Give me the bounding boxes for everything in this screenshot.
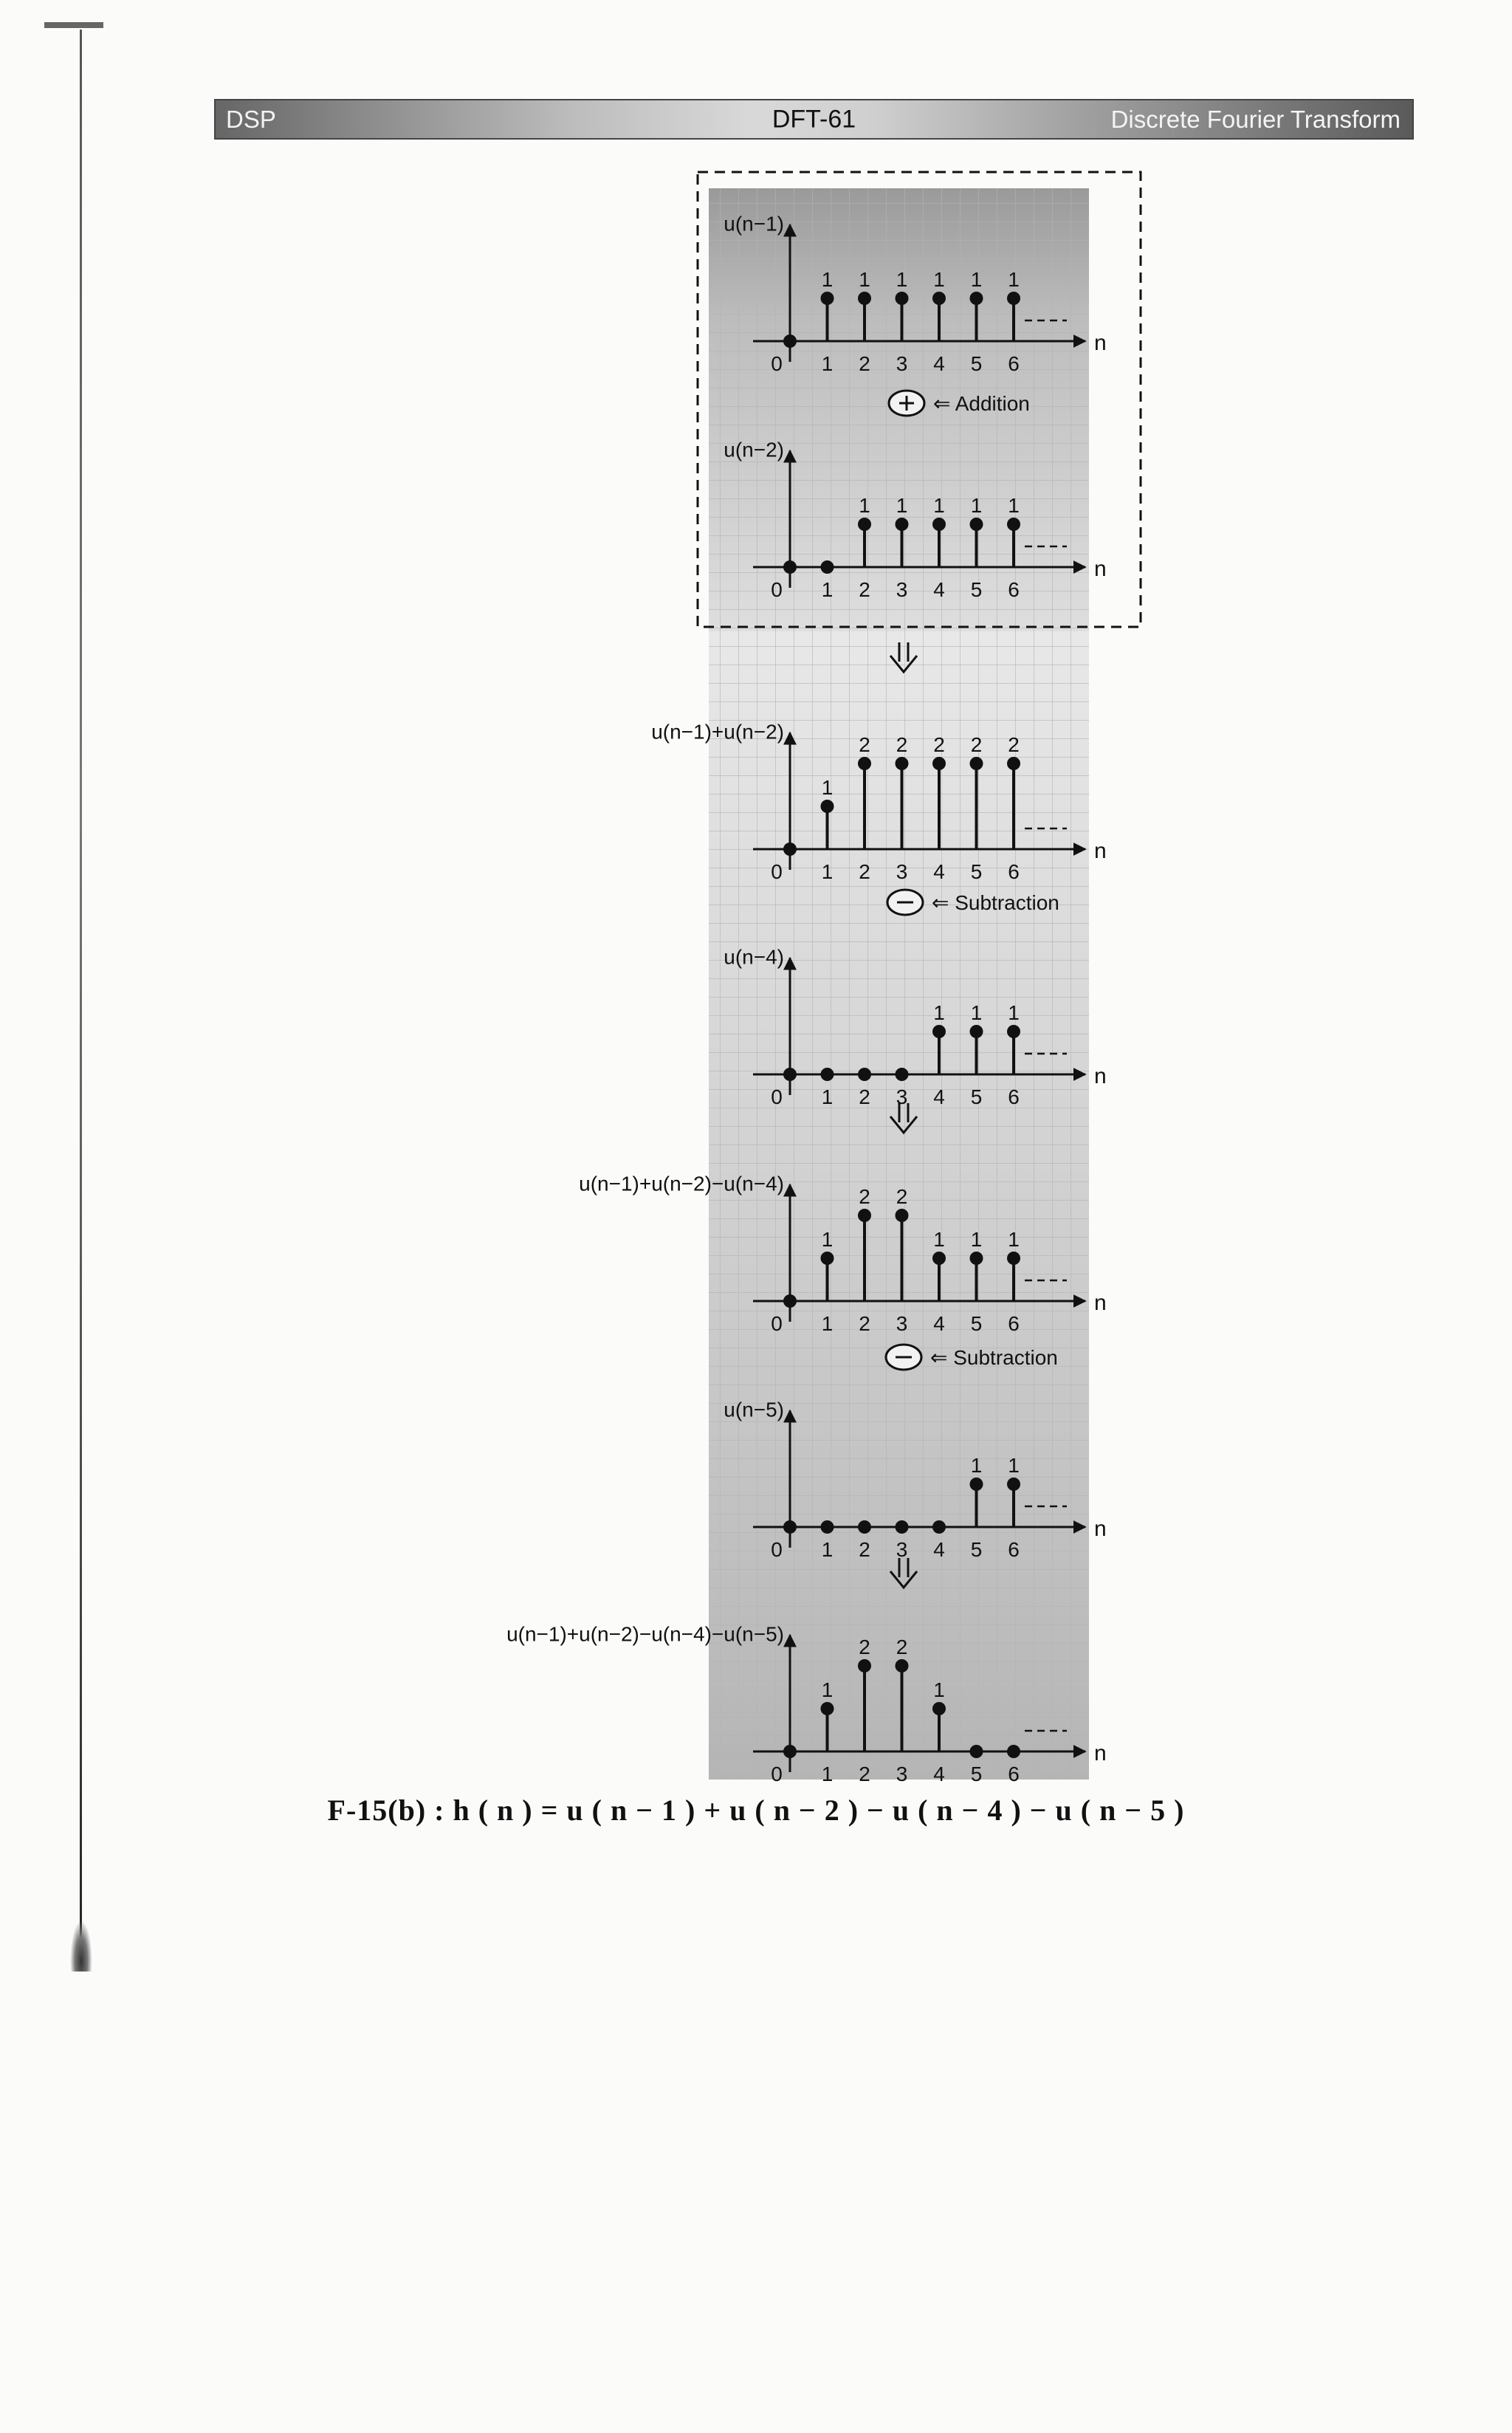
tick-label: 4: [933, 1312, 945, 1335]
value-label: 1: [1008, 268, 1020, 291]
value-label: 1: [821, 776, 834, 799]
stem-point: [858, 757, 871, 770]
value-label: 1: [1008, 1228, 1020, 1251]
stem-point: [896, 1068, 909, 1081]
value-label: 1: [970, 1001, 983, 1024]
binding-foot: [70, 1920, 92, 1972]
value-label: 2: [859, 1636, 870, 1658]
value-label: 2: [859, 733, 870, 756]
stem-point: [783, 334, 797, 348]
stem-point: [858, 1659, 871, 1672]
stem-point: [821, 560, 834, 574]
stem-point: [970, 1025, 983, 1038]
tick-label: 6: [1008, 1085, 1020, 1108]
y-axis-label: u(n−1): [724, 212, 784, 236]
value-label: 2: [896, 1636, 908, 1658]
stem-point: [1007, 1252, 1020, 1265]
stem-point: [1007, 1745, 1020, 1758]
stem-point: [1007, 1478, 1020, 1491]
tick-label: 2: [859, 1538, 870, 1561]
y-axis-label: u(n−2): [724, 438, 784, 461]
header-chapter: Discrete Fourier Transform: [1110, 105, 1401, 133]
value-label: 1: [1008, 1001, 1020, 1024]
value-label: 2: [859, 1185, 870, 1208]
x-axis-label: n: [1094, 1741, 1107, 1765]
x-axis-label: n: [1094, 839, 1107, 863]
stem-point: [858, 1068, 871, 1081]
stem-point: [932, 757, 946, 770]
y-axis-label: u(n−5): [724, 1398, 784, 1421]
stem-point: [970, 757, 983, 770]
stem-point: [896, 1659, 909, 1672]
value-label: 2: [970, 733, 983, 756]
stem-point: [970, 292, 983, 305]
stem-point: [932, 1252, 946, 1265]
stem-point: [896, 1209, 909, 1222]
tick-label: 3: [896, 352, 908, 375]
tick-label: 3: [896, 1763, 908, 1785]
header-subject: DSP: [226, 105, 276, 133]
tick-label: 3: [896, 860, 908, 883]
x-axis-label: n: [1094, 1517, 1107, 1541]
stem-point: [932, 292, 946, 305]
figure-caption: F-15(b) : h ( n ) = u ( n − 1 ) + u ( n − 2 ) − u ( n − 4 ) − u ( n − 5 ): [327, 1794, 1185, 1827]
tick-label: 2: [859, 1085, 870, 1108]
stem-point: [970, 1745, 983, 1758]
value-label: 1: [933, 1678, 945, 1701]
tick-label: 6: [1008, 1763, 1020, 1785]
tick-label: 2: [859, 352, 870, 375]
tick-label: 2: [859, 860, 870, 883]
value-label: 1: [821, 268, 834, 291]
tick-label: 5: [970, 578, 983, 601]
addition-operator: [889, 391, 1030, 416]
value-label: 1: [933, 1001, 945, 1024]
stem-point: [783, 1745, 797, 1758]
value-label: 2: [1008, 733, 1020, 756]
stem-point: [783, 1068, 797, 1081]
value-label: 1: [1008, 494, 1020, 517]
stem-point: [821, 292, 834, 305]
y-axis-label: u(n−1)+u(n−2)−u(n−4)−u(n−5): [506, 1622, 784, 1646]
stem-point: [1007, 1025, 1020, 1038]
tick-label: 6: [1008, 860, 1020, 883]
tick-label: 0: [771, 352, 783, 375]
operation-label: ⇐ Addition: [933, 392, 1030, 415]
value-label: 1: [1008, 1454, 1020, 1477]
stem-point: [896, 1520, 909, 1534]
x-axis-label: n: [1094, 1064, 1107, 1088]
stem-point: [821, 1068, 834, 1081]
tick-label: 5: [970, 1312, 983, 1335]
stem-point: [821, 1252, 834, 1265]
stem-point: [932, 1520, 946, 1534]
tick-label: 3: [896, 1538, 908, 1561]
y-axis-label: u(n−4): [724, 945, 784, 969]
stem-point: [858, 1209, 871, 1222]
stem-point: [896, 518, 909, 531]
tick-label: 0: [771, 1312, 783, 1335]
tick-label: 3: [896, 1312, 908, 1335]
value-label: 1: [821, 1678, 834, 1701]
stem-point: [783, 1294, 797, 1308]
stem-point: [783, 843, 797, 856]
tick-label: 0: [771, 578, 783, 601]
stem-point: [783, 560, 797, 574]
value-label: 1: [970, 1454, 983, 1477]
tick-label: 5: [970, 352, 983, 375]
x-axis-label: n: [1094, 331, 1107, 355]
tick-label: 2: [859, 1312, 870, 1335]
value-label: 1: [970, 494, 983, 517]
value-label: 2: [933, 733, 945, 756]
value-label: 2: [896, 1185, 908, 1208]
value-label: 1: [933, 494, 945, 517]
value-label: 1: [859, 494, 870, 517]
stem-point: [821, 800, 834, 813]
stem-point: [858, 518, 871, 531]
tick-label: 0: [771, 1763, 783, 1785]
tick-label: 4: [933, 860, 945, 883]
value-label: 1: [896, 268, 908, 291]
y-axis-label: u(n−1)+u(n−2)−u(n−4): [579, 1172, 784, 1195]
tick-label: 5: [970, 1085, 983, 1108]
tick-label: 0: [771, 860, 783, 883]
tick-label: 6: [1008, 1538, 1020, 1561]
value-label: 1: [933, 1228, 945, 1251]
tick-label: 1: [821, 1085, 834, 1108]
operation-label: ⇐ Subtraction: [932, 891, 1059, 914]
tick-label: 1: [821, 1312, 834, 1335]
y-axis-label: u(n−1)+u(n−2): [651, 720, 784, 744]
tick-label: 4: [933, 1538, 945, 1561]
stem-point: [970, 518, 983, 531]
tick-label: 4: [933, 1085, 945, 1108]
value-label: 1: [896, 494, 908, 517]
stem-point: [896, 292, 909, 305]
tick-label: 5: [970, 860, 983, 883]
value-label: 1: [933, 268, 945, 291]
stem-point: [932, 518, 946, 531]
tick-label: 2: [859, 1763, 870, 1785]
tick-label: 5: [970, 1538, 983, 1561]
subtraction-operator-1: [887, 890, 1059, 915]
tick-label: 2: [859, 578, 870, 601]
stem-point: [858, 292, 871, 305]
tick-label: 1: [821, 1763, 834, 1785]
stem-point: [1007, 518, 1020, 531]
x-axis-label: n: [1094, 1291, 1107, 1315]
subtraction-operator-2: [886, 1345, 1058, 1370]
stem-point: [1007, 757, 1020, 770]
stem-point: [932, 1702, 946, 1715]
stem-point: [821, 1520, 834, 1534]
tick-label: 3: [896, 578, 908, 601]
value-label: 1: [859, 268, 870, 291]
tick-label: 5: [970, 1763, 983, 1785]
stem-point: [858, 1520, 871, 1534]
stem-point: [970, 1252, 983, 1265]
stem-point: [1007, 292, 1020, 305]
operation-label: ⇐ Subtraction: [930, 1346, 1058, 1369]
tick-label: 4: [933, 352, 945, 375]
tick-label: 6: [1008, 352, 1020, 375]
value-label: 1: [970, 268, 983, 291]
value-label: 1: [970, 1228, 983, 1251]
tick-label: 3: [896, 1085, 908, 1108]
tick-label: 4: [933, 578, 945, 601]
stem-point: [932, 1025, 946, 1038]
value-label: 1: [821, 1228, 834, 1251]
x-axis-label: n: [1094, 557, 1107, 581]
tick-label: 1: [821, 578, 834, 601]
header-page-number: DFT-61: [772, 105, 856, 133]
tick-label: 1: [821, 860, 834, 883]
tick-label: 0: [771, 1538, 783, 1561]
stem-point: [970, 1478, 983, 1491]
tick-label: 0: [771, 1085, 783, 1108]
tick-label: 4: [933, 1763, 945, 1785]
tick-label: 1: [821, 1538, 834, 1561]
value-label: 2: [896, 733, 908, 756]
tick-label: 1: [821, 352, 834, 375]
stem-point: [783, 1520, 797, 1534]
tick-label: 6: [1008, 578, 1020, 601]
stem-point: [896, 757, 909, 770]
stem-point: [821, 1702, 834, 1715]
tick-label: 6: [1008, 1312, 1020, 1335]
